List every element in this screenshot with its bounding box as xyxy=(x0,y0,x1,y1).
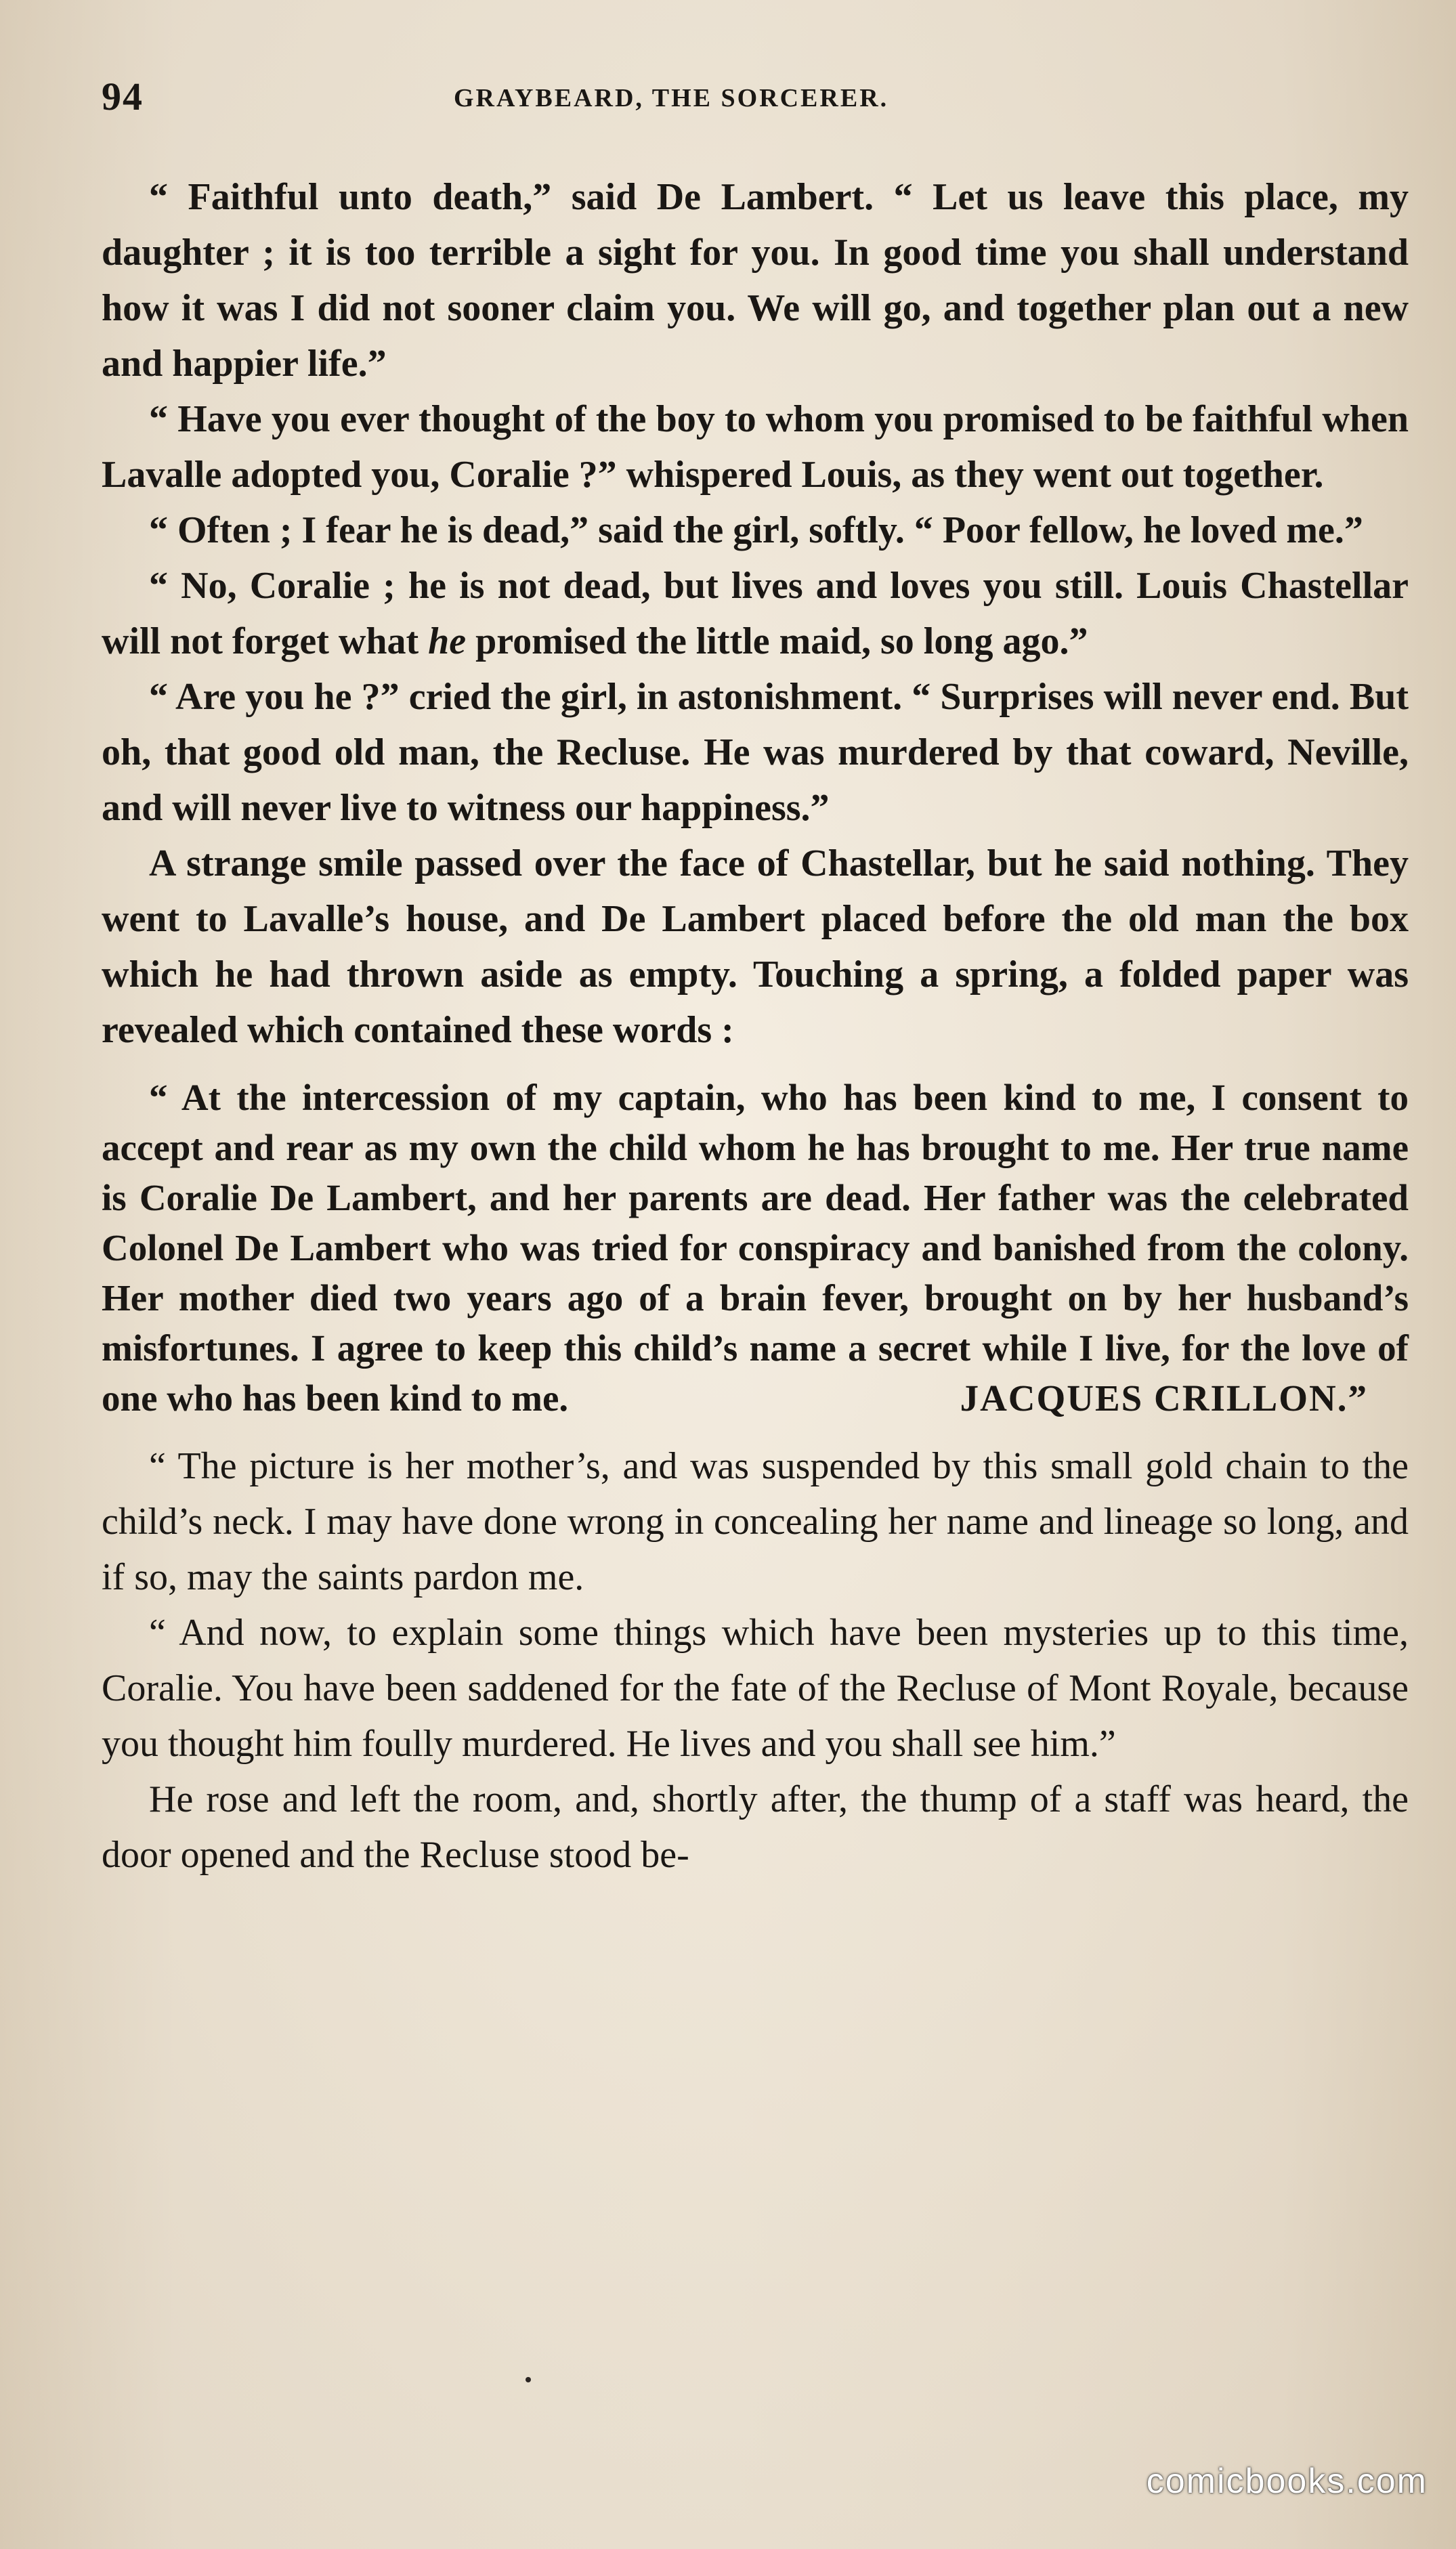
paragraph-text: “ No, Coralie ; he is not dead, but lives and loves you still. Louis Chastellar will not forget what xyxy=(102,565,1409,662)
paragraph: A strange smile passed over the face of Chastellar, but he said nothing. They went to Lavalle’s house, and De Lambert placed before the old man the box which he had thrown aside as empty. Touching a spring, a folded paper was revealed which contained these words : xyxy=(102,842,1409,1051)
quoted-letter xyxy=(102,1073,1409,1423)
paragraph: “ Often ; I fear he is dead,” said the girl, softly. “ Poor fellow, he loved me.” xyxy=(149,509,1363,551)
running-head: GRAYBEARD, THE SORCERER. xyxy=(454,84,889,112)
page-header xyxy=(102,73,1409,121)
paragraph: “ And now, to explain some things which have been mysteries up to this time, Coralie. You have been saddened for the fate of the Recluse of Mont Royale, because you thought him foully murdered. He lives and you shall see him.” xyxy=(102,1612,1409,1765)
paragraph: He rose and left the room, and, shortly after, the thump of a staff was heard, the door opened and the Recluse stood be- xyxy=(102,1778,1409,1876)
ink-speck xyxy=(526,2377,531,2382)
body-text xyxy=(102,169,1409,1883)
paragraph: “ Have you ever thought of the boy to whom you promised to be faithful when Lavalle adopted you, Coralie ?” whispered Louis, as they went out together. xyxy=(102,398,1409,496)
paragraph-text: promised the little maid, so long ago.” xyxy=(475,620,1088,662)
site-watermark: comicbooks.com xyxy=(1146,2462,1428,2501)
paragraph: “ The picture is her mother’s, and was suspended by this small gold chain to the child’s neck. I may have done wrong in concealing her name and lineage so long, and if so, may the saints pardon me. xyxy=(102,1445,1409,1598)
letter-signature: JACQUES CRILLON.” xyxy=(960,1377,1368,1419)
paragraph: “ Faithful unto death,” said De Lambert. “ Let us leave this place, my daughter ; it is too terrible a sight for you. In good time you shall understand how it was I did not sooner claim you. We will go, and together plan out a new and happier life.” xyxy=(102,176,1409,385)
paragraph: “ Are you he ?” cried the girl, in astonishment. “ Surprises will never end. But oh, that good old man, the Recluse. He was murdered by that coward, Neville, and will never live to witness our happiness.” xyxy=(102,676,1409,829)
page-number: 94 xyxy=(102,74,144,119)
emphasis-he: he xyxy=(428,620,467,662)
paragraph xyxy=(102,558,1409,669)
letter-text: “ At the intercession of my captain, who has been kind to me, I consent to accept and rear as my own the child whom he has brought to me. Her true name is Coralie De Lambert, and her parents are dead. Her father was the celebrated Colonel De Lambert who was tried for conspiracy and banished from the colony. Her mother died two years ago of a brain fever, brought on by her husband’s misfortunes. I agree to keep this child’s name a secret while I live, for the love of one who has been kind to me. xyxy=(102,1077,1409,1419)
